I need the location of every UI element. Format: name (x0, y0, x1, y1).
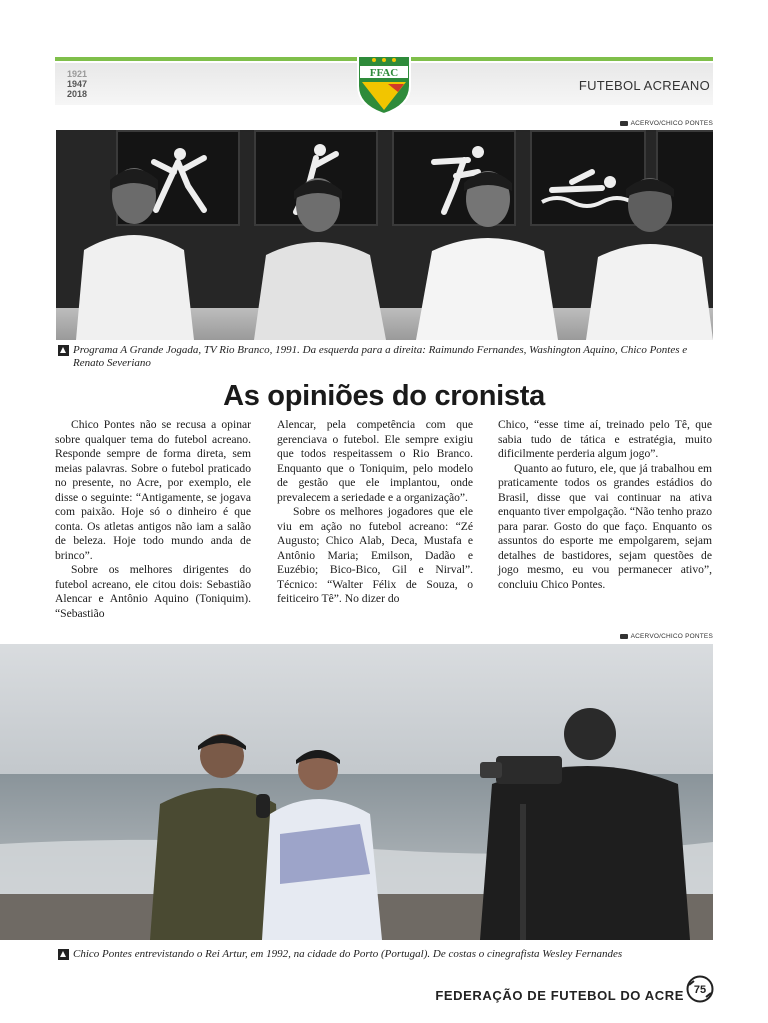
footer-publisher: FEDERAÇÃO DE FUTEBOL DO ACRE (435, 988, 684, 1003)
photo2-credit (620, 633, 713, 640)
article-column-3 (498, 418, 712, 592)
paragraph: Chico Pontes não se recusa a opinar sobre qualquer tema do futebol acreano. Responde sempre de forma direta, sem meias palavras. Sobre o futebol praticado no presente, no Acre, por exemplo, ele disse o seguinte: “Antigamente, se jogava com paixão. Hoje só o dinheiro é que conta. Os atletas antigos não iam a salão de beleza. Hoje todo mundo anda de brinco”. (55, 418, 251, 562)
photo2-credit-text: ACERVO/CHICO PONTES (630, 633, 713, 640)
article-column-1 (55, 418, 251, 621)
photo1-credit (620, 120, 713, 127)
caption-marker-icon (58, 949, 69, 960)
year-2018: 2018 (67, 89, 88, 99)
year-1921: 1921 (67, 69, 88, 79)
logo-text: FFAC (369, 67, 399, 79)
header-years (67, 69, 87, 99)
article-title: As opiniões do cronista (223, 380, 545, 412)
caption-marker-icon (58, 345, 69, 356)
photo-interview (0, 644, 713, 940)
camera-icon (620, 634, 628, 639)
paragraph: Alencar, pela competência com que gerenciava o futebol. Ele sempre exigiu que todos respeitassem o Rio Branco. Enquanto que o Toniquim, pelo modelo de gestão que ele implantou, onde prevalecem a seriedade e a organização”. (277, 418, 473, 504)
person-raimundo (66, 150, 206, 340)
person-washington (246, 165, 396, 340)
photo2-caption: Chico Pontes entrevistando o Rei Artur, em 1992, na cidade do Porto (Portugal). De costas o cinegrafista Wesley Fernandes (73, 948, 623, 960)
paragraph: Quanto ao futuro, ele, que já trabalhou em praticamente todos os grandes estádios do Brasil, disse que vai continuar na ativa enquanto tiver empolgação. “Não tenho prazo para parar. Gosto do que faço. Enquanto os assuntos do esporte me empolgarem, sejam detalhes de bastidores, sejam questões de jogo mesmo, eu vou permanecer ativo”, concluiu Chico Pontes. (498, 461, 712, 591)
year-1947: 1947 (67, 79, 88, 89)
paragraph: Sobre os melhores dirigentes do futebol acreano, ele citou dois: Sebastião Alencar e Antônio Aquino (Toniquim). “Sebastião (55, 563, 251, 620)
paragraph: Sobre os melhores jogadores que ele viu em ação no futebol acreano: “Zé Augusto; Chico Alab, Deca, Mustafa e Antônio Maria; Emilson, Dadão e Euzébio; Bico-Bico, Gil e Nirval”. Técnico: “Walter Félix de Souza, o feiticeiro Tê”. No dizer do (277, 505, 473, 605)
camera-icon (620, 121, 628, 126)
page-number: 75 (693, 984, 707, 996)
page-number-badge (686, 975, 714, 1003)
interview-scene (0, 644, 713, 940)
person-renato (576, 165, 713, 340)
paragraph: Chico, “esse time aí, treinado pelo Tê, que sabia tudo de tática e estratégia, muito dificilmente perderia algum jogo”. (498, 418, 712, 460)
photo1-caption: Programa A Grande Jogada, TV Rio Branco, 1991. Da esquerda para a direita: Raimundo Fernandes, Washington Aquino, Chico Pontes e Renato Severiano (73, 344, 688, 369)
article-column-2 (277, 418, 473, 607)
photo1-credit-text: ACERVO/CHICO PONTES (630, 120, 713, 127)
section-title: FUTEBOL ACREANO (578, 78, 710, 93)
photo-tv-program (56, 130, 713, 340)
person-chico (406, 155, 566, 340)
ffac-logo-icon (354, 52, 414, 116)
